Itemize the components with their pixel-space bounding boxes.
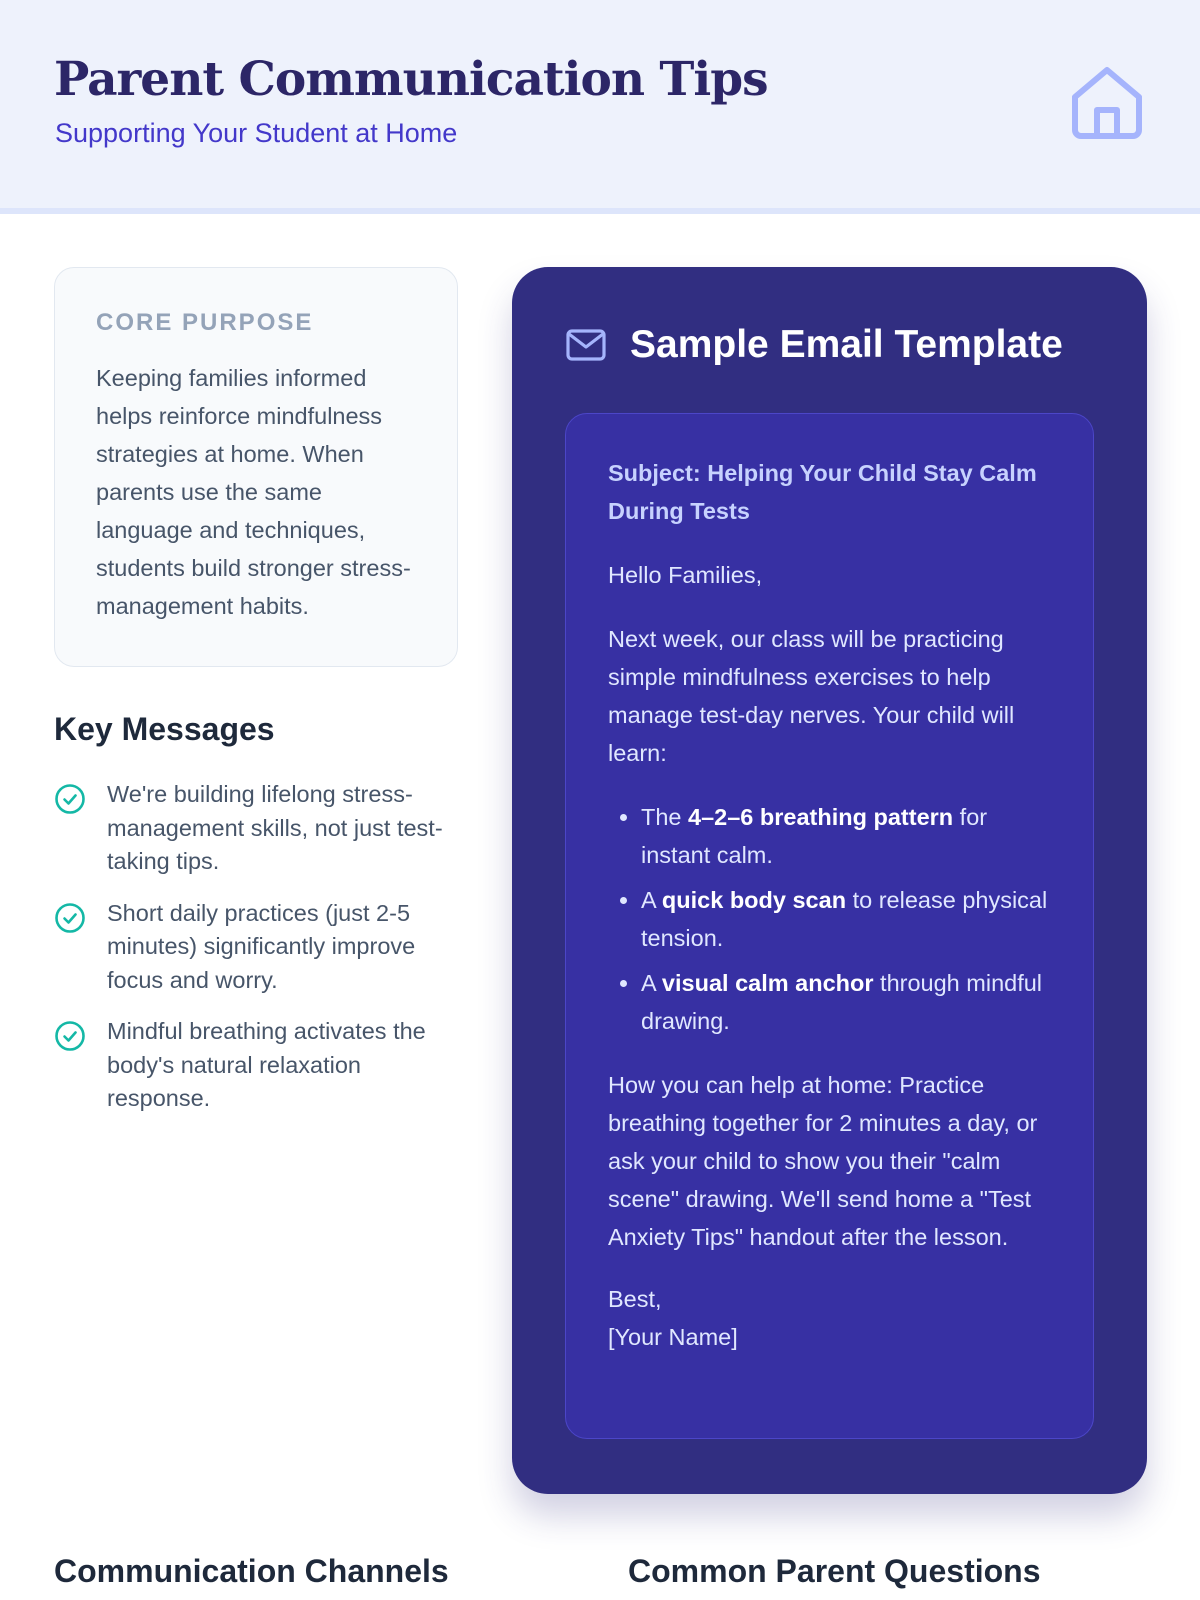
email-template-heading: Sample Email Template (630, 323, 1063, 366)
email-signoff (608, 1280, 1055, 1356)
mail-icon (566, 328, 606, 362)
key-messages-list (54, 778, 464, 1134)
email-skill-name: quick body scan (661, 887, 847, 913)
email-subject: Subject: Helping Your Child Stay Calm During Tests (608, 460, 1037, 524)
email-template-card (512, 267, 1147, 1494)
email-help-text: How you can help at home: Practice breathing together for 2 minutes a day, or ask your child to show you their "calm scene" drawing. We'll send home a "Test Anxiety Tips" handout after the lesson. (608, 1072, 1038, 1250)
core-purpose-heading: CORE PURPOSE (96, 309, 314, 336)
key-message-text: Short daily practices (just 2-5 minutes) significantly improve focus and worry. (107, 899, 416, 993)
check-circle-icon (54, 1020, 86, 1052)
core-purpose-text: Keeping families informed helps reinforce mindfulness strategies at home. When parents use the same language and techniques, students build stronger stress-management habits. (96, 365, 411, 619)
email-skill-list (608, 798, 1055, 1040)
key-messages-heading: Key Messages (54, 711, 275, 747)
email-skill-item: • A visual calm anchor through mindful drawing. (641, 964, 1055, 1040)
key-message-text: We're building lifelong stress-management skills, not just test-taking tips. (107, 781, 443, 874)
key-message-text: Mindful breathing activates the body's natural relaxation response. (107, 1018, 426, 1111)
check-circle-icon (54, 783, 86, 815)
email-skill-item: • A quick body scan to release physical tension. (641, 881, 1055, 957)
key-message-item (54, 897, 464, 998)
email-skill-item: • The 4–2–6 breathing pattern for instant calm. (641, 798, 1055, 874)
common-questions-heading: Common Parent Questions (628, 1553, 1041, 1589)
home-icon (1070, 64, 1144, 140)
page-title: Parent Communication Tips (54, 52, 768, 107)
email-intro: Next week, our class will be practicing simple mindfulness exercises to help manage test-day nerves. Your child will learn: (608, 626, 1015, 766)
communication-channels-heading: Communication Channels (54, 1553, 449, 1589)
check-circle-icon (54, 902, 86, 934)
email-signature: [Your Name] (608, 1324, 738, 1350)
email-skill-name: visual calm anchor (661, 970, 874, 996)
page-subtitle: Supporting Your Student at Home (55, 118, 458, 148)
key-message-item (54, 1015, 464, 1116)
email-skill-name: 4–2–6 breathing pattern (688, 804, 954, 830)
email-body (565, 413, 1094, 1439)
core-purpose-card (54, 267, 458, 667)
key-message-item (54, 778, 464, 879)
email-template-header (566, 323, 1063, 367)
email-greeting: Hello Families, (608, 562, 763, 588)
email-closing: Best, (608, 1286, 662, 1312)
page-header (0, 0, 1200, 214)
